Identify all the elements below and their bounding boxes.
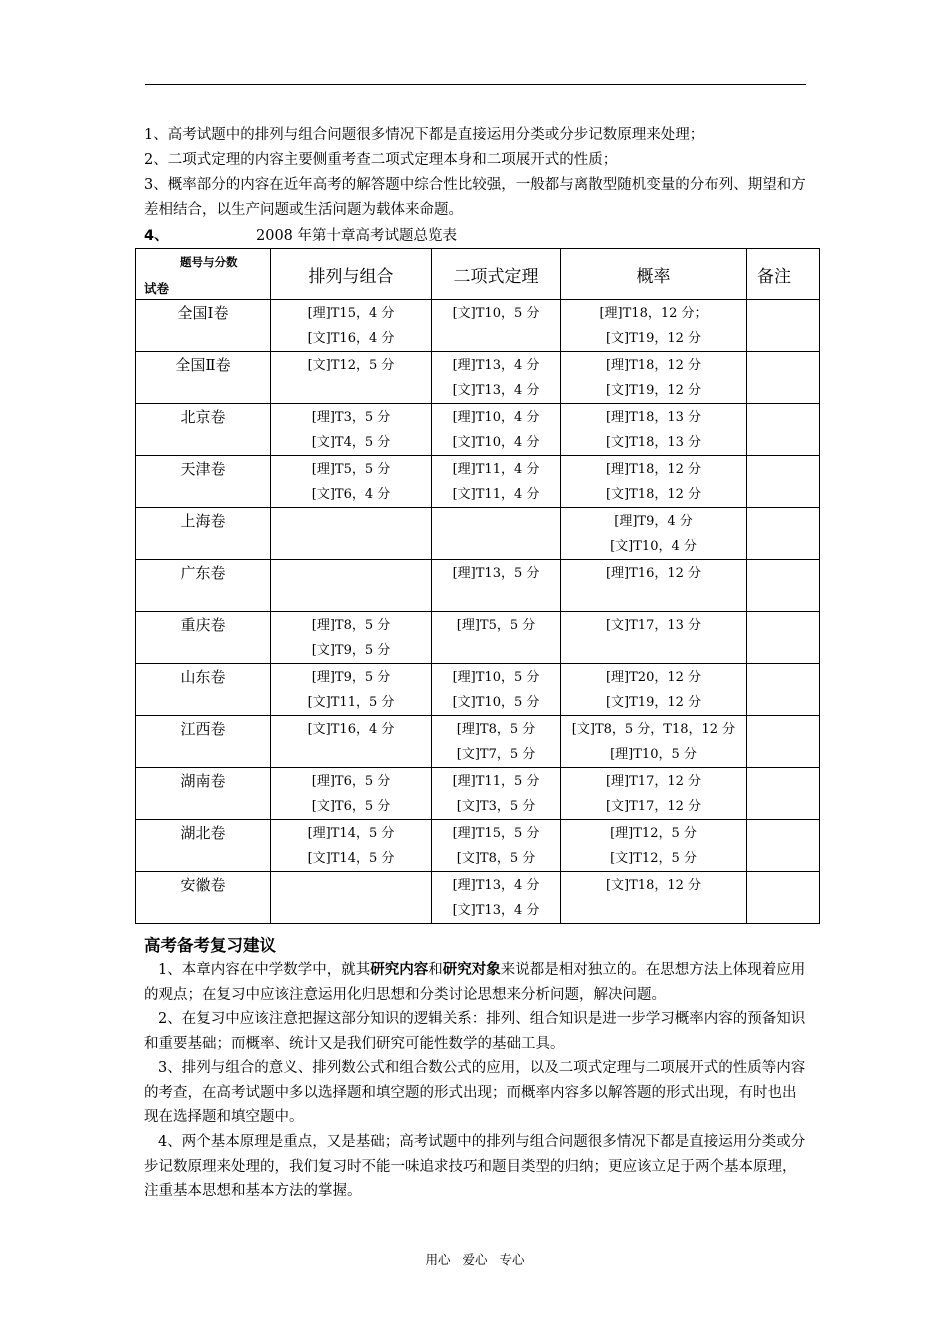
exam-overview-table	[135, 248, 820, 924]
permutation-entry: [文]T14，5 分	[307, 851, 395, 866]
permutation-entry: [文]T6，5 分	[311, 799, 391, 814]
probability-entry: [文]T19，12 分	[605, 383, 702, 398]
table-row	[136, 404, 820, 456]
paper-name-cell: 天津卷	[136, 456, 271, 508]
binomial-cell	[432, 560, 561, 612]
binomial-entry	[432, 534, 560, 559]
remarks-cell	[747, 612, 820, 664]
remarks-cell	[747, 716, 820, 768]
table-row	[136, 768, 820, 820]
remarks-cell	[747, 456, 820, 508]
binomial-cell	[432, 664, 561, 716]
permutation-entry: [文]T9，5 分	[311, 643, 391, 658]
probability-entry: [理]T9，4 分	[614, 514, 693, 529]
binomial-entry	[432, 326, 560, 351]
permutation-cell	[271, 352, 432, 404]
binomial-cell	[432, 352, 561, 404]
permutation-cell	[271, 872, 432, 924]
permutation-cell	[271, 820, 432, 872]
advice-p1-mid: 和	[428, 962, 443, 978]
header-remarks: 备注	[747, 249, 820, 300]
paper-name-cell: 安徽卷	[136, 872, 271, 924]
permutation-entry	[271, 561, 431, 586]
advice-p1-bold-1: 研究内容	[370, 962, 429, 978]
table-row	[136, 664, 820, 716]
binomial-entry: [文]T13，4 分	[452, 383, 540, 398]
paper-name-cell: 广东卷	[136, 560, 271, 612]
header-corner-top: 题号与分数	[180, 255, 238, 269]
permutation-entry	[271, 509, 431, 534]
probability-entry: [理]T12，5 分	[610, 826, 697, 841]
probability-entry: [理]T16，12 分	[605, 566, 702, 581]
binomial-entry	[432, 586, 560, 611]
binomial-entry	[432, 638, 560, 663]
probability-entry: [理]T17，12 分	[605, 774, 702, 789]
intro-item-3: 3、概率部分的内容在近年高考的解答题中综合性比较强，一般都与离散型随机变量的分布列、期望和方差相结合，以生产问题或生活问题为载体来命题。	[144, 177, 806, 218]
advice-paragraph-2: 2、在复习中应该注意把握这部分知识的逻辑关系：排列、组合知识是进一步学习概率内容的预备知识和重要基础；而概率、统计又是我们研究可能性数学的基础工具。	[144, 1011, 806, 1052]
permutation-entry	[271, 742, 431, 767]
binomial-entry: [文]T3，5 分	[456, 799, 536, 814]
binomial-cell	[432, 612, 561, 664]
binomial-entry: [理]T5，5 分	[456, 618, 536, 633]
paper-name-cell: 全国Ⅱ卷	[136, 352, 271, 404]
probability-entry: [文]T18，12 分	[605, 878, 702, 893]
probability-entry: [文]T18，12 分	[605, 487, 702, 502]
binomial-cell	[432, 716, 561, 768]
permutation-entry: [文]T16，4 分	[307, 722, 395, 737]
table-body	[136, 300, 820, 924]
advice-p1-post: 来说都是相对独立的。在思想方法上体现着应用的观点；在复习中应该注意运用化归思想和分类讨论思想来分析问题，解决问题。	[144, 962, 806, 1003]
table-row	[136, 560, 820, 612]
header-probability: 概率	[561, 249, 747, 300]
table-row	[136, 352, 820, 404]
binomial-cell	[432, 820, 561, 872]
binomial-entry: [文]T7，5 分	[456, 747, 536, 762]
binomial-entry: [理]T10，5 分	[452, 670, 540, 685]
binomial-entry: [文]T10，5 分	[452, 695, 540, 710]
table-title-text: 2008 年第十章高考试题总览表	[256, 228, 458, 244]
probability-cell	[561, 404, 747, 456]
table-row	[136, 300, 820, 352]
header-corner-cell	[136, 249, 271, 300]
permutation-entry	[271, 378, 431, 403]
advice-paragraph-4: 4、两个基本原理是重点，又是基础；高考试题中的排列与组合问题很多情况下都是直接运用分类或分步记数原理来处理的，我们复习时不能一味追求技巧和题目类型的归纳；更应该立足于两个基本原理，注重基本思想和基本方法的掌握。	[144, 1134, 806, 1199]
advice-paragraph-3: 3、排列与组合的意义、排列数公式和组合数公式的应用，以及二项式定理与二项展开式的性质等内容的考查，在高考试题中多以选择题和填空题的形式出现；而概率内容多以解答题的形式出现，有时也出现在选择题和填空题中。	[144, 1060, 806, 1125]
table-row	[136, 612, 820, 664]
binomial-cell	[432, 508, 561, 560]
permutation-cell	[271, 612, 432, 664]
permutation-cell	[271, 716, 432, 768]
binomial-entry: [理]T13，4 分	[452, 878, 540, 893]
probability-entry: [文]T17，13 分	[605, 618, 702, 633]
permutation-entry: [理]T3，5 分	[311, 410, 391, 425]
remarks-cell	[747, 820, 820, 872]
permutation-entry: [文]T4，5 分	[311, 435, 391, 450]
remarks-cell	[747, 508, 820, 560]
probability-cell	[561, 768, 747, 820]
paper-name-cell: 重庆卷	[136, 612, 271, 664]
permutation-entry: [理]T9，5 分	[311, 670, 391, 685]
probability-entry: [文]T17，12 分	[605, 799, 702, 814]
binomial-cell	[432, 300, 561, 352]
remarks-cell	[747, 560, 820, 612]
binomial-entry: [理]T8，5 分	[456, 722, 536, 737]
permutation-entry: [文]T6，4 分	[311, 487, 391, 502]
header-permutation: 排列与组合	[271, 249, 432, 300]
binomial-cell	[432, 768, 561, 820]
probability-entry: [理]T18，12 分	[605, 462, 702, 477]
permutation-entry	[271, 534, 431, 559]
probability-entry: [文]T19，12 分	[605, 695, 702, 710]
binomial-entry: [理]T10，4 分	[452, 410, 540, 425]
binomial-entry: [理]T15，5 分	[452, 826, 540, 841]
binomial-cell	[432, 872, 561, 924]
binomial-entry: [文]T13，4 分	[452, 903, 540, 918]
advice-paragraph-1	[144, 958, 810, 1007]
probability-cell	[561, 300, 747, 352]
binomial-entry: [理]T11，4 分	[452, 462, 540, 477]
remarks-cell	[747, 300, 820, 352]
permutation-cell	[271, 456, 432, 508]
probability-entry: [理]T18，12 分	[605, 358, 702, 373]
table-row	[136, 716, 820, 768]
permutation-cell	[271, 508, 432, 560]
paper-name-cell: 上海卷	[136, 508, 271, 560]
probability-entry: [理]T10，5 分	[610, 747, 697, 762]
binomial-entry: [文]T10，5 分	[452, 306, 540, 321]
probability-entry	[561, 638, 746, 663]
intro-item-1: 1、高考试题中的排列与组合问题很多情况下都是直接运用分类或分步记数原理来处理；	[144, 127, 705, 143]
binomial-entry: [理]T13，4 分	[452, 358, 540, 373]
paper-name-cell: 湖北卷	[136, 820, 271, 872]
probability-cell	[561, 508, 747, 560]
remarks-cell	[747, 352, 820, 404]
intro-item-2: 2、二项式定理的内容主要侧重考查二项式定理本身和二项展开式的性质；	[144, 152, 618, 168]
remarks-cell	[747, 664, 820, 716]
page-footer: 用心 爱心 专心	[425, 1252, 525, 1267]
table-header-row	[136, 249, 820, 300]
probability-entry: [文]T8，5 分，T18，12 分	[571, 722, 736, 737]
probability-cell	[561, 560, 747, 612]
binomial-entry: [文]T8，5 分	[456, 851, 536, 866]
probability-cell	[561, 352, 747, 404]
binomial-entry: [文]T11，4 分	[452, 487, 540, 502]
remarks-cell	[747, 872, 820, 924]
permutation-cell	[271, 560, 432, 612]
permutation-entry: [理]T15，4 分	[307, 306, 395, 321]
permutation-entry: [理]T5，5 分	[311, 462, 391, 477]
permutation-entry	[271, 586, 431, 611]
permutation-entry: [文]T12，5 分	[307, 358, 395, 373]
table-row	[136, 508, 820, 560]
permutation-entry	[271, 873, 431, 898]
remarks-cell	[747, 768, 820, 820]
permutation-entry: [理]T14，5 分	[307, 826, 395, 841]
header-rule	[145, 84, 806, 85]
table-row	[136, 820, 820, 872]
permutation-cell	[271, 664, 432, 716]
probability-entry: [理]T20，12 分	[605, 670, 702, 685]
probability-entry	[561, 898, 746, 923]
probability-entry: [理]T18，12 分；	[599, 306, 708, 321]
probability-cell	[561, 820, 747, 872]
binomial-cell	[432, 456, 561, 508]
table-title	[144, 226, 458, 246]
paper-name-cell: 江西卷	[136, 716, 271, 768]
paper-name-cell: 北京卷	[136, 404, 271, 456]
binomial-entry: [理]T11，5 分	[452, 774, 540, 789]
probability-entry: [文]T18，13 分	[605, 435, 702, 450]
probability-cell	[561, 872, 747, 924]
binomial-cell	[432, 404, 561, 456]
probability-cell	[561, 716, 747, 768]
probability-entry: [文]T12，5 分	[610, 851, 697, 866]
advice-p1-pre: 1、本章内容在中学数学中，就其	[158, 962, 371, 978]
permutation-entry: [文]T11，5 分	[307, 695, 395, 710]
advice-p1-bold-2: 研究对象	[442, 962, 501, 978]
probability-cell	[561, 664, 747, 716]
paper-name-cell: 山东卷	[136, 664, 271, 716]
probability-cell	[561, 456, 747, 508]
advice-title: 高考备考复习建议	[144, 936, 276, 955]
paper-name-cell: 湖南卷	[136, 768, 271, 820]
permutation-cell	[271, 404, 432, 456]
paper-name-cell: 全国Ⅰ卷	[136, 300, 271, 352]
table-row	[136, 872, 820, 924]
permutation-entry: [理]T8，5 分	[311, 618, 391, 633]
binomial-entry	[432, 509, 560, 534]
probability-entry: [文]T10，4 分	[610, 539, 697, 554]
permutation-cell	[271, 768, 432, 820]
permutation-entry: [理]T6，5 分	[311, 774, 391, 789]
permutation-entry: [文]T16，4 分	[307, 331, 395, 346]
probability-entry	[561, 586, 746, 611]
remarks-cell	[747, 404, 820, 456]
binomial-entry: [理]T13，5 分	[452, 566, 540, 581]
table-title-number: 4、	[144, 228, 169, 244]
header-binomial: 二项式定理	[432, 249, 561, 300]
probability-entry: [理]T18，13 分	[605, 410, 702, 425]
probability-entry: [文]T19，12 分	[605, 331, 702, 346]
permutation-cell	[271, 300, 432, 352]
table-row	[136, 456, 820, 508]
permutation-entry	[271, 898, 431, 923]
binomial-entry: [文]T10，4 分	[452, 435, 540, 450]
probability-cell	[561, 612, 747, 664]
header-corner-bottom: 试卷	[144, 281, 170, 296]
